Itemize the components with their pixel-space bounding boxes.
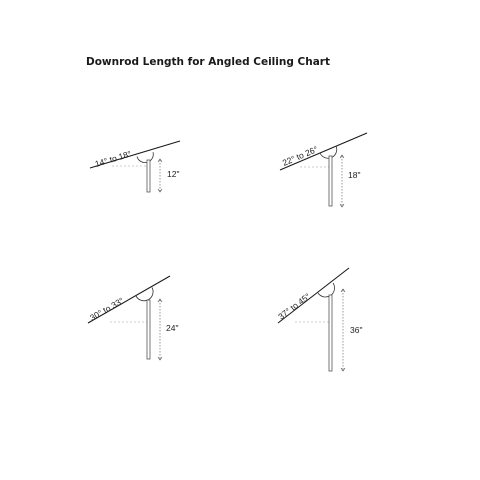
downrod [329, 295, 332, 371]
panel-14-18 [90, 141, 180, 192]
rod-length-label: 24" [166, 323, 179, 333]
angle-label: 30° to 33° [88, 295, 126, 323]
chart-title: Downrod Length for Angled Ceiling Chart [86, 56, 330, 68]
panel-22-26 [280, 133, 367, 207]
angle-label: 14° to 18° [93, 148, 133, 169]
canopy [137, 152, 153, 162]
rod-length-label: 36" [350, 325, 363, 335]
rod-length-label: 18" [348, 170, 361, 180]
angle-label: 22° to 26° [280, 143, 320, 168]
panel-30-33 [88, 276, 178, 360]
downrod [147, 160, 150, 192]
downrod [147, 300, 150, 359]
angle-label: 37° to 45° [276, 291, 313, 322]
downrod [329, 156, 332, 206]
rod-length-label: 12" [167, 169, 180, 179]
ceiling-line [280, 133, 367, 170]
panel-37-45 [276, 268, 362, 371]
